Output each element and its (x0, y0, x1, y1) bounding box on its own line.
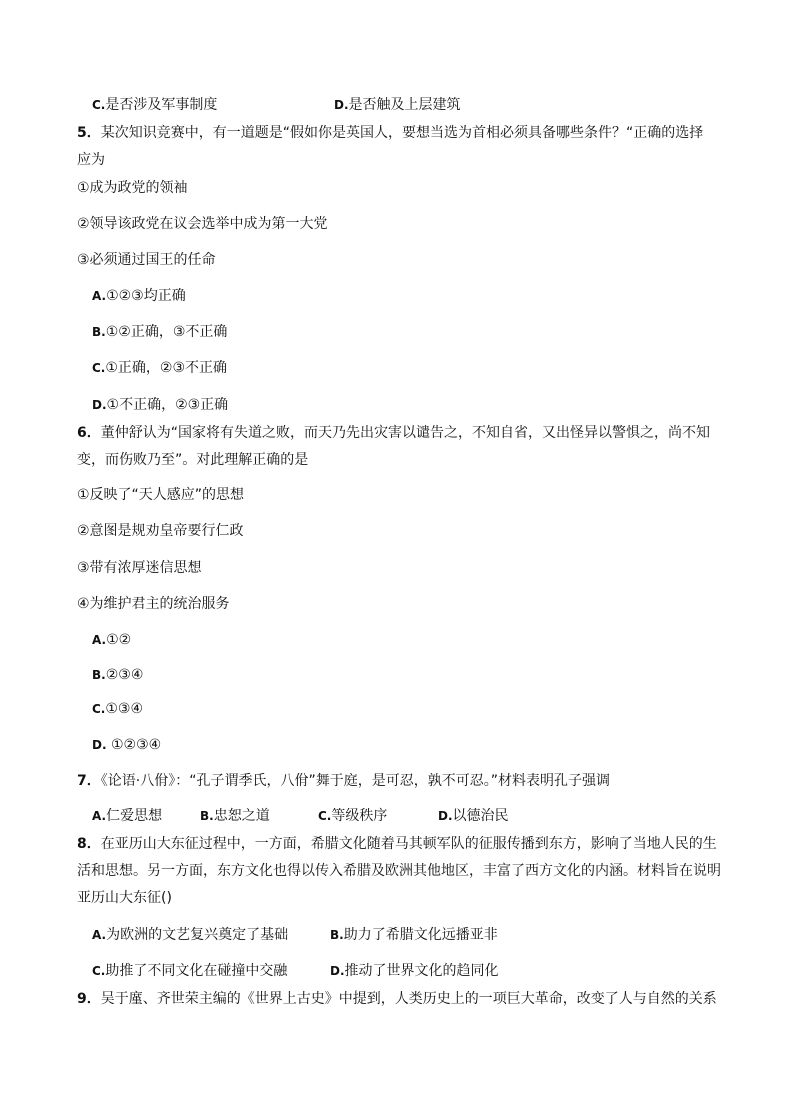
q9-stem-line1 (77, 989, 717, 1009)
q5-option-b (92, 322, 227, 342)
option-label: C. (92, 98, 106, 112)
question-number: 5． (77, 125, 101, 141)
option-label: D. (438, 809, 453, 823)
q5-stem-line2: 应为 (77, 152, 105, 168)
q6-item-1: ①反映了“天人感应”的思想 (77, 487, 245, 503)
q7-option-c (318, 806, 387, 826)
question-stem: 吴于廑、齐世荣主编的《世界上古史》中提到，人类历史上的一项巨大革命，改变了人与自然的关系 (100, 991, 717, 1007)
option-label: A. (92, 928, 107, 942)
q5-option-d (92, 395, 228, 415)
option-text: 等级秩序 (331, 808, 388, 824)
option-text: 忠恕之道 (213, 808, 270, 824)
q5-option-a (92, 286, 186, 306)
q5-option-c (92, 358, 227, 378)
q6-item-3: ③带有浓厚迷信思想 (77, 560, 202, 576)
q6-item-2: ②意图是规劝皇帝要行仁政 (77, 523, 244, 539)
q7-option-a (92, 806, 162, 826)
q7-option-d (438, 806, 509, 826)
option-text: 助力了希腊文化远播亚非 (343, 927, 498, 943)
option-text: ①② (106, 632, 132, 648)
option-text: ①③④ (105, 701, 144, 717)
q8-option-a (92, 925, 288, 945)
option-label: C. (92, 964, 106, 978)
question-number: 7． (77, 773, 101, 789)
question-number: 6． (77, 425, 101, 441)
q8-stem-line1 (77, 834, 717, 854)
q6-option-b (92, 665, 143, 685)
q6-option-c (92, 699, 143, 719)
question-stem: 《论语·八佾》：“孔子谓季氏，八佾”舞于庭，是可忍，孰不可忍。”材料表明孔子强调 (100, 773, 610, 789)
question-stem: 某次知识竞赛中，有一道题是“假如你是英国人，要想当选为首相必须具备哪些条件？“正确的选择 (100, 125, 704, 141)
option-label: B. (92, 668, 106, 682)
option-label: D. (92, 398, 107, 412)
option-text: 助推了不同文化在碰撞中交融 (105, 963, 288, 979)
option-text: ①②③均正确 (106, 288, 186, 304)
q8-stem-line3: 亚历山大东征() (77, 890, 172, 906)
q5-item-3: ③必须通过国王的任命 (77, 252, 216, 268)
option-text: 推动了世界文化的趋同化 (344, 963, 499, 979)
q7-stem (77, 771, 610, 791)
option-label: B. (200, 809, 214, 823)
q7-option-b (200, 806, 270, 826)
option-label: D. (92, 738, 107, 752)
q5-stem-line1 (77, 123, 703, 143)
q8-option-d (330, 961, 499, 981)
q4-option-c (92, 95, 217, 115)
q5-item-1: ①成为政党的领袖 (77, 180, 188, 196)
option-text: 是否触及上层建筑 (348, 97, 461, 113)
q6-stem-line1 (77, 423, 710, 443)
option-text: ①不正确，②③正确 (106, 397, 229, 413)
option-label: D. (334, 98, 349, 112)
option-label: A. (92, 809, 107, 823)
option-label: C. (92, 361, 106, 375)
question-stem: 董仲舒认为“国家将有失道之败，而天乃先出灾害以谴告之，不知自省，又出怪异以警惧之，尚不知 (100, 425, 711, 441)
option-text: 是否涉及军事制度 (105, 97, 218, 113)
q8-stem-line2: 活和思想。另一方面，东方文化也得以传入希腊及欧洲其他地区，丰富了西方文化的内涵。材料旨在说明 (77, 863, 721, 879)
option-text: ①正确，②③不正确 (105, 360, 228, 376)
question-number: 8． (77, 836, 101, 852)
question-number: 9． (77, 991, 101, 1007)
option-text: 为欧洲的文艺复兴奠定了基础 (106, 927, 289, 943)
option-label: B. (92, 325, 106, 339)
q6-item-4: ④为维护君主的统治服务 (77, 596, 230, 612)
option-text: 仁爱思想 (106, 808, 163, 824)
q6-stem-line2: 变，而伤败乃至”。对此理解正确的是 (77, 452, 309, 468)
option-label: C. (92, 702, 106, 716)
option-text: ②③④ (105, 667, 144, 683)
option-label: A. (92, 289, 107, 303)
q8-option-b (330, 925, 498, 945)
option-text: 以德治民 (452, 808, 509, 824)
option-text: ①②③④ (106, 737, 162, 753)
option-text: ①②正确，③不正确 (105, 324, 228, 340)
q4-option-d (334, 95, 461, 115)
q6-option-a (92, 630, 131, 650)
option-label: C. (318, 809, 332, 823)
option-label: D. (330, 964, 345, 978)
q5-item-2: ②领导该政党在议会选举中成为第一大党 (77, 216, 328, 232)
q8-option-c (92, 961, 287, 981)
question-stem: 在亚历山大东征过程中，一方面，希腊文化随着马其顿军队的征服传播到东方，影响了当地人民的生 (100, 836, 717, 852)
option-label: B. (330, 928, 344, 942)
q6-option-d (92, 735, 161, 755)
option-label: A. (92, 633, 107, 647)
